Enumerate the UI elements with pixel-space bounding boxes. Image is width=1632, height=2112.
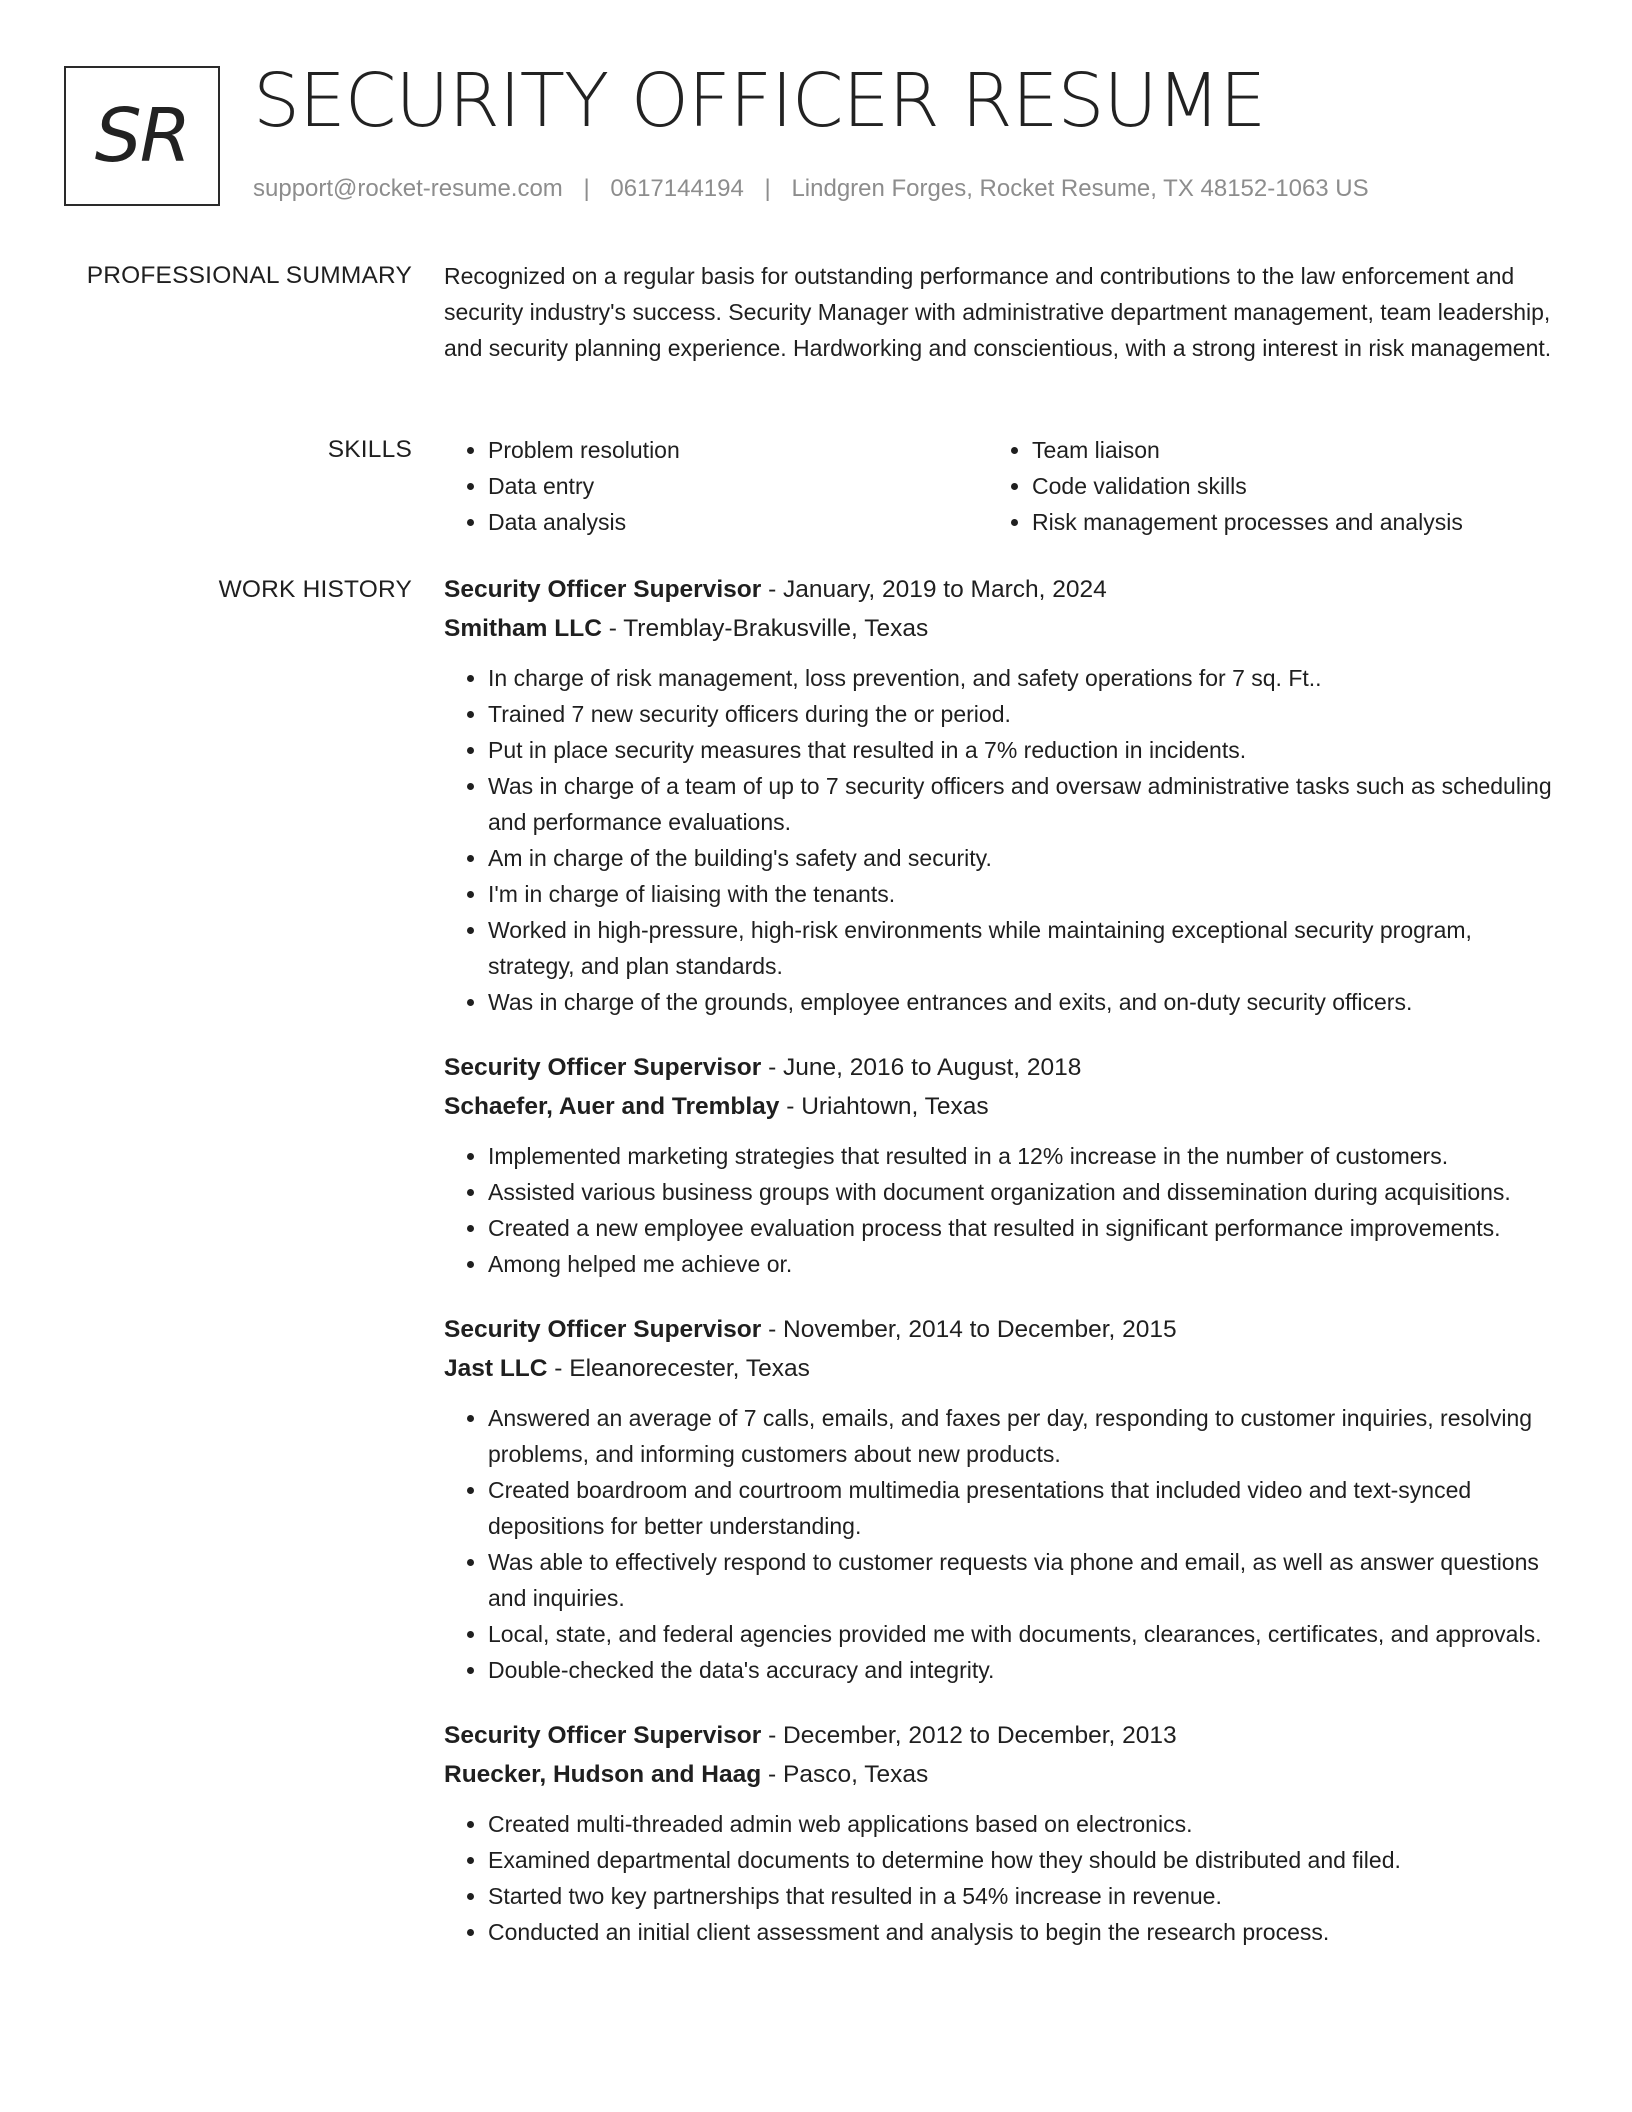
job-dates: - November, 2014 to December, 2015	[761, 1316, 1177, 1343]
job-bullet: • Created boardroom and courtroom multimedia presentations that included video and text-synced depositions for better understanding.	[488, 1472, 1554, 1544]
job-company-line	[444, 1756, 1554, 1794]
job-bullet: • Was able to effectively respond to customer requests via phone and email, as well as answer questions and inquiries.	[488, 1544, 1554, 1616]
monogram-logo: SR	[64, 66, 220, 206]
job-entry	[444, 1718, 1554, 1950]
work-history-heading: WORK HISTORY	[218, 576, 412, 603]
work-history-body	[444, 572, 1554, 1980]
job-bullet: • Was in charge of a team of up to 7 security officers and oversaw administrative tasks such as scheduling and performance evaluations.	[488, 768, 1554, 840]
job-bullet: • Am in charge of the building's safety and security.	[488, 840, 1554, 876]
job-company-line	[444, 1350, 1554, 1388]
job-bullet: • Examined departmental documents to determine how they should be distributed and filed.	[488, 1842, 1554, 1878]
summary-body	[444, 258, 1554, 366]
job-location: - Pasco, Texas	[761, 1761, 929, 1788]
skill-item: • Code validation skills	[1032, 468, 1532, 504]
skill-item: • Risk management processes and analysis	[1032, 504, 1532, 540]
job-bullets	[444, 660, 1554, 1020]
skill-item: • Team liaison	[1032, 432, 1532, 468]
job-bullets	[444, 1400, 1554, 1688]
job-company: Smitham LLC	[444, 615, 602, 642]
job-bullet: • Conducted an initial client assessment and analysis to begin the research process.	[488, 1914, 1554, 1950]
job-bullet: • Answered an average of 7 calls, emails, and faxes per day, responding to customer inquiries, resolving problems, and informing customers about new products.	[488, 1400, 1554, 1472]
contact-phone[interactable]: 0617144194	[610, 175, 744, 202]
job-title: Security Officer Supervisor	[444, 1722, 762, 1749]
skill-item: • Data entry	[488, 468, 988, 504]
contact-separator: |	[583, 175, 590, 202]
job-company: Ruecker, Hudson and Haag	[444, 1761, 762, 1788]
job-company: Jast LLC	[444, 1355, 548, 1382]
skill-item: • Data analysis	[488, 504, 988, 540]
skills-heading: SKILLS	[327, 436, 412, 463]
job-bullet: • Started two key partnerships that resulted in a 54% increase in revenue.	[488, 1878, 1554, 1914]
job-bullet: • Put in place security measures that resulted in a 7% reduction in incidents.	[488, 732, 1554, 768]
job-bullet: • Created a new employee evaluation process that resulted in significant performance improvements.	[488, 1210, 1554, 1246]
job-bullets	[444, 1806, 1554, 1950]
job-bullet: • Assisted various business groups with document organization and dissemination during acquisitions.	[488, 1174, 1554, 1210]
job-bullet: • Local, state, and federal agencies provided me with documents, clearances, certificates, and approvals.	[488, 1616, 1554, 1652]
job-bullet: • I'm in charge of liaising with the tenants.	[488, 876, 1554, 912]
job-bullet: • Trained 7 new security officers during the or period.	[488, 696, 1554, 732]
job-dates: - December, 2012 to December, 2013	[761, 1722, 1177, 1749]
job-bullet: • Among helped me achieve or.	[488, 1246, 1554, 1282]
job-company-line	[444, 1088, 1554, 1126]
job-title-line	[444, 1050, 1554, 1086]
job-location: - Uriahtown, Texas	[779, 1093, 989, 1120]
job-entry	[444, 1050, 1554, 1282]
job-title: Security Officer Supervisor	[444, 1054, 762, 1081]
job-company: Schaefer, Auer and Tremblay	[444, 1093, 780, 1120]
job-title-line	[444, 572, 1554, 608]
skills-list-right	[988, 432, 1532, 540]
job-location: - Tremblay-Brakusville, Texas	[601, 615, 929, 642]
contact-separator: |	[764, 175, 771, 202]
summary-heading: PROFESSIONAL SUMMARY	[86, 262, 412, 289]
job-bullet: • Was in charge of the grounds, employee entrances and exits, and on-duty security officers.	[488, 984, 1554, 1020]
job-bullet: • Worked in high-pressure, high-risk environments while maintaining exceptional security program, strategy, and plan standards.	[488, 912, 1554, 984]
job-location: - Eleanorecester, Texas	[547, 1355, 810, 1382]
job-dates: - June, 2016 to August, 2018	[761, 1054, 1082, 1081]
skills-body	[444, 432, 1554, 540]
job-bullets	[444, 1138, 1554, 1282]
contact-line	[253, 172, 1369, 206]
job-bullet: • Implemented marketing strategies that resulted in a 12% increase in the number of customers.	[488, 1138, 1554, 1174]
job-title-line	[444, 1312, 1554, 1348]
summary-text: Recognized on a regular basis for outstanding performance and contributions to the law enforcement and security industry's success. Security Manager with administrative department management, team leadership, and security planning experience. Hardworking and conscientious, with a strong interest in risk management.	[444, 263, 1552, 361]
job-bullet: • Double-checked the data's accuracy and integrity.	[488, 1652, 1554, 1688]
job-entry	[444, 572, 1554, 1020]
skill-item: • Problem resolution	[488, 432, 988, 468]
job-dates: - January, 2019 to March, 2024	[761, 576, 1107, 603]
job-bullet: • In charge of risk management, loss prevention, and safety operations for 7 sq. Ft..	[488, 660, 1554, 696]
contact-address: Lindgren Forges, Rocket Resume, TX 48152-1063 US	[791, 175, 1369, 202]
resume-title: SECURITY OFFICER RESUME	[253, 58, 1266, 144]
job-entry	[444, 1312, 1554, 1688]
job-company-line	[444, 610, 1554, 648]
job-title: Security Officer Supervisor	[444, 1316, 762, 1343]
job-title: Security Officer Supervisor	[444, 576, 762, 603]
contact-email[interactable]: support@rocket-resume.com	[253, 175, 563, 202]
job-title-line	[444, 1718, 1554, 1754]
job-bullet: • Created multi-threaded admin web applications based on electronics.	[488, 1806, 1554, 1842]
skills-list-left	[444, 432, 988, 540]
